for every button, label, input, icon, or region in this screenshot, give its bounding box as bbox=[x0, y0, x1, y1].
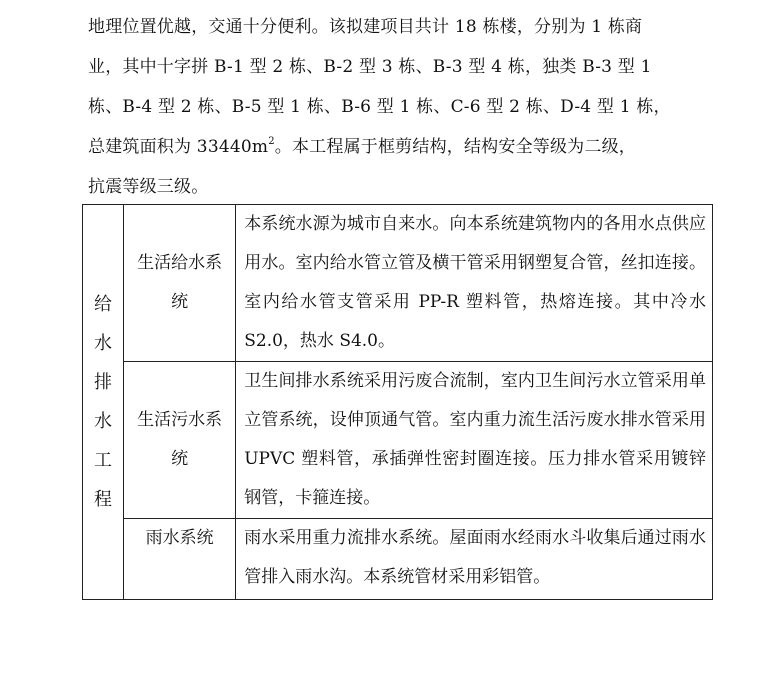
structure-text: 。本工程属于框剪结构，结构安全等级为二级， bbox=[274, 137, 636, 157]
description-cell: 雨水采用重力流排水系统。屋面雨水经雨水斗收集后通过雨水管排入雨水沟。本系统管材采用彩铝管。 bbox=[236, 519, 713, 600]
table-row bbox=[83, 362, 713, 519]
intro-paragraph bbox=[88, 7, 728, 207]
system-cell bbox=[124, 362, 236, 519]
system-cell bbox=[124, 519, 236, 600]
intro-line-3: 栋、B-4 型 2 栋、B-5 型 1 栋、B-6 型 1 栋、C-6 型 2 栋、D-4 型 1 栋， bbox=[88, 97, 671, 117]
water-system-table bbox=[82, 204, 713, 600]
intro-line-4 bbox=[88, 127, 728, 167]
system-label: 生活给水系统 bbox=[137, 253, 223, 312]
category-label: 给水排水工程 bbox=[94, 294, 113, 510]
category-cell bbox=[83, 205, 124, 600]
system-label: 雨水系统 bbox=[145, 528, 214, 548]
system-label: 生活污水系统 bbox=[137, 410, 223, 469]
table-row bbox=[83, 519, 713, 600]
intro-line-2: 业，其中十字拼 B-1 型 2 栋、B-2 型 3 栋、B-3 型 4 栋，独类 B-3 型 1 bbox=[88, 57, 652, 77]
description-cell: 本系统水源为城市自来水。向本系统建筑物内的各用水点供应用水。室内给水管立管及横干管采用钢塑复合管，丝扣连接。室内给水管支管采用 PP-R 塑料管，热熔连接。其中冷水 S2.0，热水 S4.0。 bbox=[236, 205, 713, 362]
total-area-text: 总建筑面积为 33440m bbox=[88, 137, 269, 157]
intro-line-1: 地理位置优越，交通十分便利。该拟建项目共计 18 栋楼，分别为 1 栋商 bbox=[88, 17, 643, 37]
description-cell: 卫生间排水系统采用污废合流制，室内卫生间污水立管采用单立管系统，设伸顶通气管。室内重力流生活污废水排水管采用 UPVC 塑料管，承插弹性密封圈连接。压力排水管采用镀锌钢管，卡箍连接。 bbox=[236, 362, 713, 519]
table-row bbox=[83, 205, 713, 362]
area-unit-superscript: 2 bbox=[268, 136, 275, 148]
intro-line-5: 抗震等级三级。 bbox=[88, 177, 209, 197]
system-cell bbox=[124, 205, 236, 362]
